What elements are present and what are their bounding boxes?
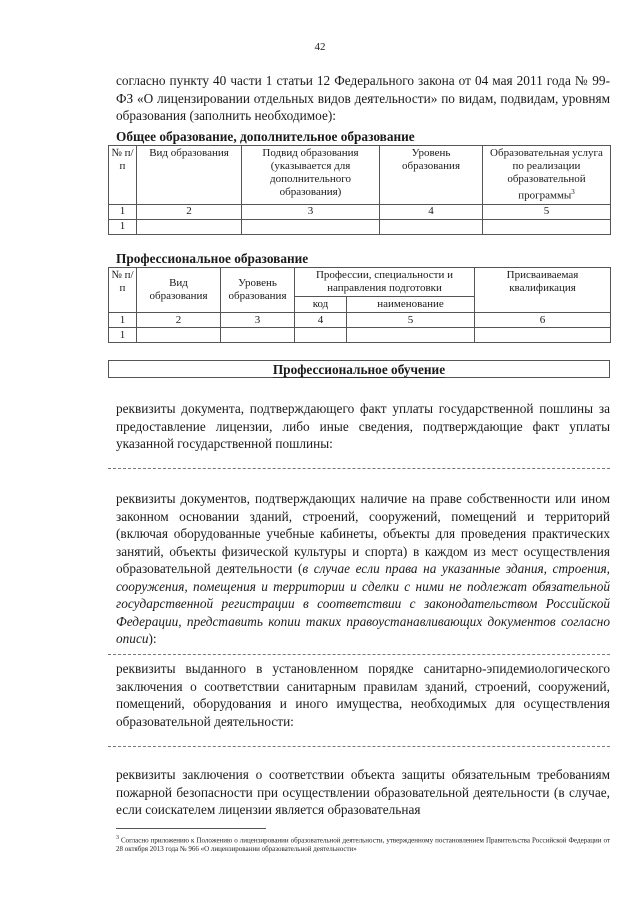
sanitary-paragraph: реквизиты выданного в установленном порядке санитарно-эпидемиологического заключения о соответствии санитарным правилам зданий, строений, сооружений, помещений, оборудования и иного имущества, необходимых для осуществления образовательной деятельности: bbox=[116, 661, 610, 729]
general-education-heading: Общее образование, дополнительное образование bbox=[116, 129, 415, 144]
header-kind: Вид образования bbox=[137, 268, 221, 313]
footnote-text: Согласно приложению к Положению о лицензировании образовательной деятельности, утвержденному постановлением Правительства Российской Федерации от 28 октября 2013 года № 966 «О лицензировании образовательной деятельности» bbox=[116, 836, 611, 854]
table-header-row bbox=[109, 268, 611, 297]
property-tail: ): bbox=[148, 631, 157, 646]
cell-code[interactable] bbox=[295, 328, 347, 343]
footnote bbox=[116, 834, 610, 854]
column-number: 3 bbox=[221, 313, 295, 328]
header-level: Уровень образования bbox=[380, 146, 483, 205]
property-text: реквизиты документов, подтверждающих наличие на праве собственности или ином законном основании зданий, строений, сооружений, помещений и территорий (включая оборудованные учебные кабинеты, объекты для проведения практических занятий, объекты физической культуры и спорта) в каждом из мест осуществления образовательной деятельности ( bbox=[116, 491, 610, 576]
cell-qualification[interactable] bbox=[475, 328, 611, 343]
professional-education-table bbox=[108, 267, 611, 343]
cell-level[interactable] bbox=[221, 328, 295, 343]
footnote-ref: 3 bbox=[571, 188, 575, 196]
row-num: 1 bbox=[109, 219, 137, 234]
footnote-rule bbox=[116, 828, 266, 829]
cell-subkind[interactable] bbox=[242, 219, 380, 234]
column-number-row bbox=[109, 313, 611, 328]
header-level: Уровень образования bbox=[221, 268, 295, 313]
column-number: 5 bbox=[347, 313, 475, 328]
header-subkind: Подвид образования (указывается для дополнительного образования) bbox=[242, 146, 380, 205]
cell-service[interactable] bbox=[483, 219, 611, 234]
header-professions: Профессии, специальности и направления подготовки bbox=[295, 268, 475, 297]
page-number: 42 bbox=[314, 41, 326, 53]
row-num: 1 bbox=[109, 328, 137, 343]
header-kind: Вид образования bbox=[137, 146, 242, 205]
column-number: 1 bbox=[109, 204, 137, 219]
fee-paragraph: реквизиты документа, подтверждающего факт уплаты государственной пошлины за предоставление лицензии, либо иные сведения, подтверждающие факт уплаты указанной государственной пошлины: bbox=[116, 401, 610, 451]
column-number: 2 bbox=[137, 204, 242, 219]
header-num: № п/п bbox=[109, 268, 137, 313]
professional-training-box[interactable] bbox=[108, 360, 610, 378]
general-education-table bbox=[108, 145, 611, 235]
fire-paragraph: реквизиты заключения о соответствии объекта защиты обязательным требованиям пожарной безопасности при осуществлении образовательной деятельности (в случае, если соискателем лицензии является образовательная bbox=[116, 767, 610, 817]
column-number: 2 bbox=[137, 313, 221, 328]
fee-fill-line[interactable] bbox=[108, 468, 610, 469]
intro-paragraph: согласно пункту 40 части 1 статьи 12 Федерального закона от 04 мая 2011 года № 99-ФЗ «О лицензировании отдельных видов деятельности» по видам, подвидам, уровням образования (заполнить необходимое): bbox=[116, 73, 610, 123]
column-number-row bbox=[109, 204, 611, 219]
column-number: 3 bbox=[242, 204, 380, 219]
header-num: № п/п bbox=[109, 146, 137, 205]
header-service bbox=[483, 146, 611, 205]
column-number: 6 bbox=[475, 313, 611, 328]
header-qualification: Присваиваемая квалификация bbox=[475, 268, 611, 313]
table-header-row bbox=[109, 146, 611, 205]
cell-level[interactable] bbox=[380, 219, 483, 234]
cell-kind[interactable] bbox=[137, 219, 242, 234]
table-row bbox=[109, 219, 611, 234]
column-number: 1 bbox=[109, 313, 137, 328]
column-number: 4 bbox=[380, 204, 483, 219]
property-paragraph bbox=[116, 490, 610, 648]
cell-name[interactable] bbox=[347, 328, 475, 343]
property-fill-line[interactable] bbox=[108, 654, 610, 655]
header-code: код bbox=[295, 297, 347, 313]
column-number: 5 bbox=[483, 204, 611, 219]
cell-kind[interactable] bbox=[137, 328, 221, 343]
footnote-marker: 3 bbox=[116, 835, 119, 841]
sanitary-fill-line[interactable] bbox=[108, 746, 610, 747]
professional-education-heading: Профессиональное образование bbox=[116, 251, 309, 266]
property-note: в случае если права на указанные здания, строения, сооружения, помещения и территории и сделки с ними не подлежат обязательной государственной регистрации в соответствии с законодательством Российской Федерации, представить копии таких правоустанавливающих документов согласно описи bbox=[116, 561, 611, 646]
column-number: 4 bbox=[295, 313, 347, 328]
header-name: наименование bbox=[347, 297, 475, 313]
table-row bbox=[109, 328, 611, 343]
professional-training-label: Профессиональное обучение bbox=[272, 362, 446, 377]
header-service-text: Образовательная услуга по реализации образовательной программы bbox=[490, 147, 603, 202]
